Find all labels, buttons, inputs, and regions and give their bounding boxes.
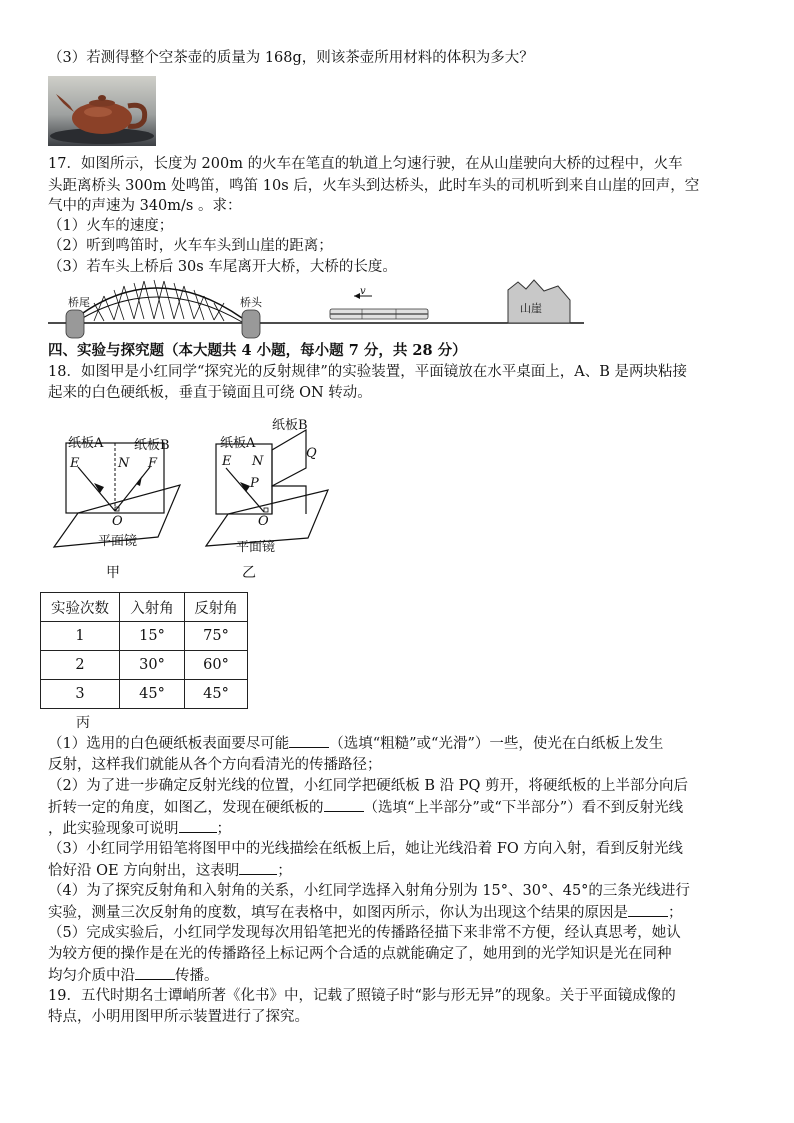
q18-sub5-text-post: 传播。 (175, 968, 219, 984)
jia-board-b-label: 纸板B (134, 438, 170, 453)
q18-sub1-line2: 反射，这样我们就能从各个方向看清光的传播路径； (48, 757, 382, 773)
q18-sub1-text: （1）选用的白色硬纸板表面要尽可能 (48, 736, 290, 752)
q17-sub1: （1）火车的速度； (48, 218, 174, 234)
table-cell: 15° (120, 622, 185, 651)
bridge-train-figure (46, 276, 586, 342)
q18-sub2-text-post: （选填“上半部分”或“下半部分”）看不到反射光线 (363, 800, 684, 816)
yi-mirror-label: 平面镜 (236, 540, 276, 555)
section-four-heading: 四、实验与探究题（本大题共 4 小题，每小题 7 分，共 28 分） (48, 342, 467, 359)
q18-sub1-text-post: （选填“粗糙”或“光滑”）一些，使光在白纸板上发生 (329, 736, 664, 752)
q18-stem-line1: 18．如图甲是小红同学“探究光的反射规律”的实验装置，平面镜放在水平桌面上，A、B 是两块粘接 (48, 364, 688, 380)
table-row (41, 622, 248, 651)
q18-sub5-line2: 为较方便的操作是在光的传播路径上标记两个合适的点就能确定了，她用到的光学知识是光在同种 (48, 946, 672, 962)
answer-blank[interactable] (135, 965, 175, 980)
reflection-data-table (40, 592, 248, 709)
yi-q-label: Q (306, 446, 317, 461)
q18-sub2-text: 折转一定的角度，如图乙，发现在硬纸板的 (48, 800, 324, 816)
q17-stem-line1: 17．如图所示，长度为 200m 的火车在笔直的轨道上匀速行驶，在从山崖驶向大桥的过程中，火车 (48, 156, 683, 172)
teapot-icon (48, 76, 156, 146)
table-cell: 1 (41, 622, 120, 651)
yi-board-b-label: 纸板B (272, 418, 308, 433)
q19-stem-line1: 19．五代时期名士谭峭所著《化书》中，记载了照镜子时“影与形无异”的现象。关于平面镜成像的 (48, 988, 676, 1004)
jia-mirror-label: 平面镜 (98, 534, 138, 549)
figure-yi-caption: 乙 (242, 565, 256, 581)
q18-sub3-text: 恰好沿 OE 方向射出，这表明 (48, 863, 240, 879)
bridge-tail-label: 桥尾 (68, 296, 90, 309)
table-cell: 75° (185, 622, 248, 651)
yi-p-label: P (250, 476, 259, 491)
q19-stem-line2: 特点，小明用图甲所示装置进行了探究。 (48, 1009, 309, 1025)
jia-f-label: F (148, 456, 158, 471)
q18-sub2-line3: ，此实验现象可说明 ； (48, 818, 231, 839)
table-row (41, 680, 248, 709)
figure-jia-caption: 甲 (106, 565, 120, 581)
q17-stem-line3: 气中的声速为 340m/s 。求： (48, 198, 242, 214)
yi-e-label: E (222, 454, 232, 469)
q16-part3: （3）若测得整个空茶壶的质量为 168g，则该茶壶所用材料的体积为多大？ (48, 50, 534, 66)
velocity-label: v (360, 286, 366, 297)
table-cell: 45° (120, 680, 185, 709)
table-cell: 45° (185, 680, 248, 709)
table-cell: 3 (41, 680, 120, 709)
table-cell: 30° (120, 651, 185, 680)
q18-sub1-line1 (48, 733, 663, 754)
yi-n-label: N (252, 454, 264, 469)
bridge-head-label: 桥头 (240, 296, 262, 309)
table-header-cell: 实验次数 (41, 593, 120, 622)
q18-sub5-line3 (48, 965, 219, 986)
table-header-cell: 入射角 (120, 593, 185, 622)
q18-sub4-line1: （4）为了探究反射角和入射角的关系，小红同学选择入射角分别为 15°、30°、45°的三条光线进行 (48, 883, 690, 899)
table-header-row (41, 593, 248, 622)
q18-stem-line2: 起来的白色硬纸板，垂直于镜面且可绕 ON 转动。 (48, 385, 372, 401)
q18-sub3-line2: 恰好沿 OE 方向射出，这表明 ； (48, 860, 292, 881)
q18-sub2-line1: （2）为了进一步确定反射光线的位置，小红同学把硬纸板 B 沿 PQ 剪开，将硬纸板的上半部分向后 (48, 778, 688, 794)
q18-sub3-line1: （3）小红同学用铅笔将图甲中的光线描绘在纸板上后，她让光线沿着 FO 方向入射，看到反射光线 (48, 841, 683, 857)
jia-e-label: E (70, 456, 80, 471)
answer-blank[interactable] (628, 902, 668, 917)
answer-blank[interactable] (239, 860, 277, 875)
q17-sub3: （3）若车头上桥后 30s 车尾离开大桥，大桥的长度。 (48, 259, 397, 275)
q18-sub2-line2 (48, 797, 683, 818)
answer-blank[interactable] (324, 797, 364, 812)
table-row (41, 651, 248, 680)
teapot-photo (48, 76, 156, 146)
jia-o-label: O (112, 514, 123, 529)
q18-sub5-line1: （5）完成实验后，小红同学发现每次用铅笔把光的传播路径描下来非常不方便，经认真思考，她认 (48, 925, 681, 941)
q18-sub2-text-end: ，此实验现象可说明 (48, 821, 179, 837)
table-caption: 丙 (76, 715, 90, 731)
cliff-label: 山崖 (520, 302, 542, 315)
answer-blank[interactable] (289, 733, 329, 748)
yi-o-label: O (258, 514, 269, 529)
jia-n-label: N (118, 456, 130, 471)
answer-blank[interactable] (179, 818, 217, 833)
q18-sub5-text: 均匀介质中沿 (48, 968, 135, 984)
q18-sub4-text: 实验，测量三次反射角的度数，填写在表格中，如图丙所示，你认为出现这个结果的原因是 (48, 905, 628, 921)
jia-board-a-label: 纸板A (68, 436, 104, 451)
q18-sub4-line2: 实验，测量三次反射角的度数，填写在表格中，如图丙所示，你认为出现这个结果的原因是 ； (48, 902, 683, 923)
table-header-cell: 反射角 (185, 593, 248, 622)
yi-board-a-label: 纸板A (220, 436, 256, 451)
table-cell: 2 (41, 651, 120, 680)
q17-stem-line2: 头距离桥头 300m 处鸣笛，鸣笛 10s 后，火车头到达桥头，此时车头的司机听到来自山崖的回声，空 (48, 178, 700, 194)
table-cell: 60° (185, 651, 248, 680)
q17-sub2: （2）听到鸣笛时，火车车头到山崖的距离； (48, 238, 333, 254)
